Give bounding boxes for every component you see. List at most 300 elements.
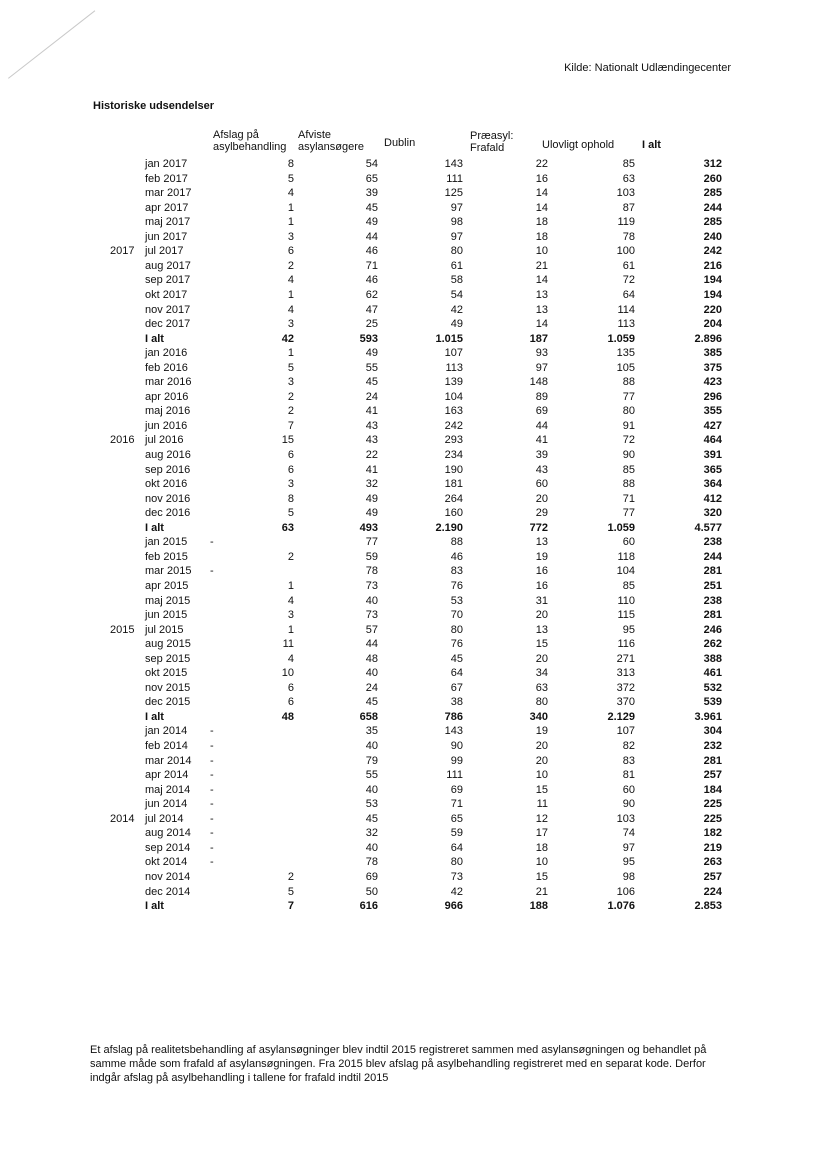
cell-c1: 7 [287,900,294,913]
cell-c6: 388 [703,652,722,665]
cell-c2: 44 [365,230,378,243]
cell-month: apr 2014 [145,769,189,782]
cell-c6: 296 [703,390,722,403]
cell-c1: 8 [287,158,294,170]
cell-c5: 103 [616,187,635,200]
cell-month: jul 2014 [145,812,184,825]
cell-c2: 45 [365,201,378,214]
cell-c6: 184 [703,783,722,796]
cell-c1: 1 [287,347,294,360]
cell-month: feb 2017 [145,172,188,185]
cell-c4: 21 [535,259,548,272]
cell-c5: 313 [616,667,635,680]
cell-c3: 49 [450,318,463,331]
cell-c6: 246 [703,623,722,636]
cell-c5: 110 [617,594,635,607]
cell-c6: 320 [703,507,722,520]
cell-c6: 216 [703,259,722,272]
cell-month: nov 2015 [145,681,191,694]
cell-month: nov 2017 [145,303,191,316]
cell-c3: 293 [444,434,463,447]
cell-c1: 1 [287,579,294,592]
table-row [0,404,828,419]
cell-c2: 49 [365,507,378,520]
cell-c3: 190 [444,463,463,476]
cell-c3: 59 [450,827,463,840]
cell-c2: 24 [365,681,378,694]
header-afslag-line2: asylbehandling [213,141,287,153]
cell-c3: 53 [450,594,463,607]
cell-c3: 45 [450,652,463,665]
cell-c4: 18 [535,216,548,229]
cell-c6: 257 [703,870,722,883]
cell-c4: 13 [535,623,548,636]
table-row [0,230,828,245]
cell-c2: 25 [365,318,378,331]
cell-c3: 113 [445,361,463,374]
cell-c2: 45 [365,812,378,825]
cell-c3: 67 [450,681,463,694]
cell-c6: 220 [703,303,722,316]
cell-c6: 281 [703,565,722,578]
cell-c2: 24 [365,390,378,403]
cell-c5: 88 [622,478,635,491]
cell-month: maj 2016 [145,405,191,418]
cell-c5: 91 [622,419,635,432]
cell-month: maj 2017 [145,216,191,229]
cell-c6: 257 [703,769,722,782]
cell-month: jul 2016 [145,434,184,447]
table-row [0,157,828,172]
cell-c6: 281 [703,609,722,622]
cell-c1: 3 [287,478,294,491]
cell-month: nov 2014 [145,870,191,883]
table-row [0,201,828,216]
cell-month: okt 2016 [145,478,188,491]
cell-c3: 65 [450,812,463,825]
cell-c3: 264 [444,492,463,505]
cell-c6: 238 [703,536,722,549]
cell-c6: 263 [703,856,722,869]
cell-c6: 260 [703,172,722,185]
cell-c3: 76 [450,638,463,651]
cell-year: 2017 [110,245,135,258]
cell-month: mar 2014 [145,754,192,767]
table-row [0,783,828,798]
cell-c2: 78 [365,565,378,578]
cell-month: jan 2017 [145,158,188,170]
cell-c2: 35 [365,725,378,738]
cell-c2: 65 [365,172,378,185]
cell-c5: 372 [616,681,635,694]
cell-c5: 104 [616,565,635,578]
cell-c4: 44 [535,419,548,432]
cell-c6: 219 [703,841,722,854]
table-row [0,739,828,754]
total-row [0,710,828,725]
table-row [0,652,828,667]
cell-c2: 79 [365,754,378,767]
cell-c2: 40 [365,740,378,752]
table-row [0,535,828,550]
cell-c5: 77 [622,390,635,403]
table-row [0,303,828,318]
cell-month: mar 2015 [145,565,192,578]
cell-c5: 98 [622,870,635,883]
cell-c4: 10 [535,245,548,258]
cell-c4: 39 [535,449,548,461]
total-row [0,521,828,536]
cell-c3: 181 [444,478,463,491]
cell-c6: 539 [703,696,722,709]
cell-month: maj 2015 [145,594,191,607]
cell-c3: 80 [450,623,463,636]
cell-c3: 58 [450,274,463,287]
cell-month: feb 2016 [145,361,188,374]
cell-c6: 285 [703,187,722,200]
cell-dash: - [210,536,214,549]
cell-c6: 194 [703,274,722,287]
cell-c3: 73 [450,870,463,883]
cell-c2: 73 [365,579,378,592]
cell-c4: 13 [535,288,548,301]
cell-c3: 107 [444,347,463,360]
cell-month: aug 2014 [145,827,191,840]
cell-c2: 493 [359,521,378,534]
cell-month: mar 2017 [145,187,192,200]
cell-c3: 80 [450,856,463,869]
cell-c3: 104 [444,390,463,403]
cell-c4: 15 [535,638,548,651]
cell-c5: 114 [617,303,635,316]
cell-c1: 2 [287,390,294,403]
cell-c5: 105 [616,361,635,374]
cell-c3: 42 [450,885,463,898]
cell-c5: 78 [622,230,635,243]
cell-c2: 616 [359,900,378,913]
cell-c4: 16 [535,172,548,185]
table-row [0,273,828,288]
cell-c2: 41 [365,405,378,418]
cell-month: feb 2014 [145,740,188,752]
cell-c4: 97 [535,361,548,374]
cell-c4: 14 [535,318,548,331]
table-row [0,259,828,274]
cell-c4: 60 [535,478,548,491]
cell-c4: 93 [535,347,548,360]
cell-dash: - [210,740,214,752]
cell-month: apr 2015 [145,579,189,592]
cell-c5: 271 [616,652,635,665]
cell-c3: 76 [450,579,463,592]
cell-c3: 139 [444,376,463,389]
cell-c1: 5 [287,361,294,374]
cell-c4: 13 [535,303,548,316]
cell-c5: 95 [622,856,635,869]
cell-c6: 464 [703,434,722,447]
cell-c5: 1.059 [607,332,635,345]
cell-dash: - [210,856,214,869]
cell-c1: 1 [287,216,294,229]
table-row [0,477,828,492]
cell-c5: 72 [622,434,635,447]
cell-c2: 54 [365,158,378,170]
cell-c3: 242 [444,419,463,432]
cell-c6: 304 [703,725,722,738]
cell-c5: 90 [622,798,635,811]
cell-c1: 6 [287,245,294,258]
cell-c1: 7 [287,419,294,432]
cell-c4: 18 [535,230,548,243]
cell-c6: 238 [703,594,722,607]
cell-c1: 4 [287,303,294,316]
cell-c3: 54 [450,288,463,301]
cell-c3: 143 [444,725,463,738]
header-i-alt: I alt [642,139,661,151]
cell-c6: 2.853 [694,900,722,913]
cell-c2: 593 [359,332,378,345]
cell-c6: 281 [703,754,722,767]
header-praeasyl-line2: Frafald [470,142,505,154]
cell-c1: 5 [287,885,294,898]
cell-c1: 8 [287,492,294,505]
cell-c2: 49 [365,492,378,505]
cell-c2: 43 [365,434,378,447]
cell-c5: 61 [622,259,635,272]
cell-c2: 53 [365,798,378,811]
cell-c6: 204 [703,318,722,331]
cell-c1: 2 [287,870,294,883]
cell-month: jan 2014 [145,725,188,738]
cell-c3: 38 [450,696,463,709]
header-ulovligt-ophold: Ulovligt ophold [542,139,615,151]
table-row [0,768,828,783]
table-row [0,172,828,187]
cell-c2: 658 [359,710,378,723]
cell-c1: 6 [287,696,294,709]
header-afviste-line1: Afviste [298,129,332,141]
header-praeasyl-line1: Præasyl: [470,130,514,142]
cell-c5: 115 [617,609,635,622]
cell-c4: 14 [535,201,548,214]
table-row [0,346,828,361]
cell-c3: 111 [446,769,463,782]
page-title: Historiske udsendelser [93,100,215,112]
table-row [0,564,828,579]
table-row [0,550,828,565]
cell-c6: 412 [703,492,722,505]
cell-month: nov 2016 [145,492,191,505]
cell-c2: 41 [365,463,378,476]
cell-c1: 4 [287,187,294,200]
table-row [0,594,828,609]
cell-month: jun 2015 [145,609,188,622]
cell-c3: 80 [450,245,463,258]
cell-c1: 11 [282,638,294,651]
cell-c4: 43 [535,463,548,476]
table-row [0,463,828,478]
cell-c3: 163 [444,405,463,418]
cell-c6: 225 [703,798,722,811]
table-row [0,448,828,463]
cell-c6: 532 [703,681,722,694]
cell-c1: 4 [287,274,294,287]
cell-c4: 188 [529,900,548,913]
cell-c6: 461 [703,667,722,680]
cell-c4: 20 [535,754,548,767]
cell-c6: 312 [703,158,722,170]
cell-month: maj 2014 [145,783,191,796]
cell-c2: 49 [365,347,378,360]
cell-c4: 19 [535,550,548,563]
cell-c5: 87 [622,201,635,214]
cell-month: sep 2016 [145,463,191,476]
cell-c5: 370 [616,696,635,709]
cell-c6: 262 [703,638,722,651]
cell-c4: 80 [535,696,548,709]
cell-c2: 55 [365,361,378,374]
cell-month: okt 2015 [145,667,188,680]
cell-c4: 22 [535,158,548,170]
cell-c5: 1.059 [607,521,635,534]
table-row [0,841,828,856]
cell-dash: - [210,827,214,840]
cell-c6: 375 [703,361,722,374]
footnote: Et afslag på realitetsbehandling af asylansøgninger blev indtil 2015 registreret sammen med asylansøgningen og behandlet på samme måde som frafald af asylansøgningen. Fra 2015 blev afslag på asylbehandling registreret med en separat kode. Derfor indgår afslag på asylbehandling i tallene for frafald indtil 2015 [90,1044,707,1084]
cell-c4: 19 [535,725,548,738]
cell-c3: 42 [450,303,463,316]
cell-c4: 18 [535,841,548,854]
cell-c6: 244 [703,550,722,563]
cell-c5: 85 [622,463,635,476]
cell-c6: 232 [703,740,722,752]
cell-c2: 40 [365,594,378,607]
cell-c2: 39 [365,187,378,200]
cell-c4: 772 [529,521,548,534]
cell-c2: 59 [365,550,378,563]
cell-c3: 64 [450,667,463,680]
table-row [0,681,828,696]
cell-c6: 2.896 [694,332,722,345]
cell-c6: 285 [703,216,722,229]
cell-c1: 10 [281,667,294,680]
cell-month: I alt [145,900,164,913]
table-row [0,433,828,448]
table-row [0,666,828,681]
cell-c3: 143 [444,158,463,170]
cell-c3: 83 [450,565,463,578]
cell-dash: - [210,725,214,738]
cell-c5: 63 [622,172,635,185]
cell-c5: 90 [622,449,635,461]
cell-c4: 13 [535,536,548,549]
cell-c5: 95 [622,623,635,636]
cell-c5: 118 [617,550,635,563]
cell-c4: 187 [529,332,548,345]
cell-c5: 77 [622,507,635,520]
cell-c1: 6 [287,463,294,476]
cell-c2: 57 [365,623,378,636]
cell-c1: 2 [287,550,294,563]
cell-c4: 10 [535,769,548,782]
table-row [0,492,828,507]
cell-year: 2016 [110,434,135,447]
table-row [0,288,828,303]
cell-c5: 100 [616,245,635,258]
cell-month: aug 2017 [145,259,191,272]
header-afslag-line1: Afslag på [213,129,259,141]
cell-c5: 1.076 [607,900,635,913]
cell-c5: 88 [622,376,635,389]
cell-c1: 4 [287,594,294,607]
cell-month: okt 2014 [145,856,188,869]
cell-c5: 82 [622,740,635,752]
cell-dash: - [210,841,214,854]
cell-c2: 46 [365,245,378,258]
cell-c5: 72 [622,274,635,287]
table-row [0,215,828,230]
cell-c2: 48 [365,652,378,665]
table-row [0,317,828,332]
cell-c4: 10 [535,856,548,869]
cell-c1: 5 [287,507,294,520]
table-row [0,637,828,652]
cell-c4: 63 [535,681,548,694]
table-row [0,826,828,841]
cell-c6: 3.961 [694,710,722,723]
cell-c3: 966 [444,900,463,913]
cell-c1: 5 [287,172,294,185]
cell-c5: 60 [622,536,635,549]
table-row [0,855,828,870]
cell-c1: 42 [281,332,294,345]
cell-month: jun 2014 [145,798,188,811]
cell-c2: 55 [365,769,378,782]
cell-month: feb 2015 [145,550,188,563]
table-row [0,608,828,623]
table-row [0,812,828,827]
table-row [0,361,828,376]
cell-dash: - [210,754,214,767]
cell-c5: 119 [617,216,635,229]
cell-c5: 74 [622,827,635,840]
cell-month: I alt [145,710,164,723]
cell-c4: 21 [535,885,548,898]
cell-c6: 240 [703,230,722,243]
cell-c5: 2.129 [607,710,635,723]
cell-month: aug 2015 [145,638,191,651]
table-row [0,623,828,638]
cell-dash: - [210,565,214,578]
cell-month: sep 2017 [145,274,191,287]
cell-c1: 3 [287,376,294,389]
cell-c5: 135 [616,347,635,360]
cell-c2: 40 [365,841,378,854]
cell-c3: 46 [450,550,463,563]
cell-c3: 99 [450,754,463,767]
cell-c4: 14 [535,187,548,200]
cell-c5: 106 [616,885,635,898]
cell-c4: 17 [535,827,548,840]
cell-month: dec 2014 [145,885,191,898]
cell-c4: 16 [535,565,548,578]
cell-month: okt 2017 [145,288,188,301]
cell-c4: 14 [535,274,548,287]
cell-c1: 6 [287,449,294,461]
cell-c4: 340 [529,710,548,723]
cell-c1: 4 [287,652,294,665]
cell-c3: 160 [444,507,463,520]
